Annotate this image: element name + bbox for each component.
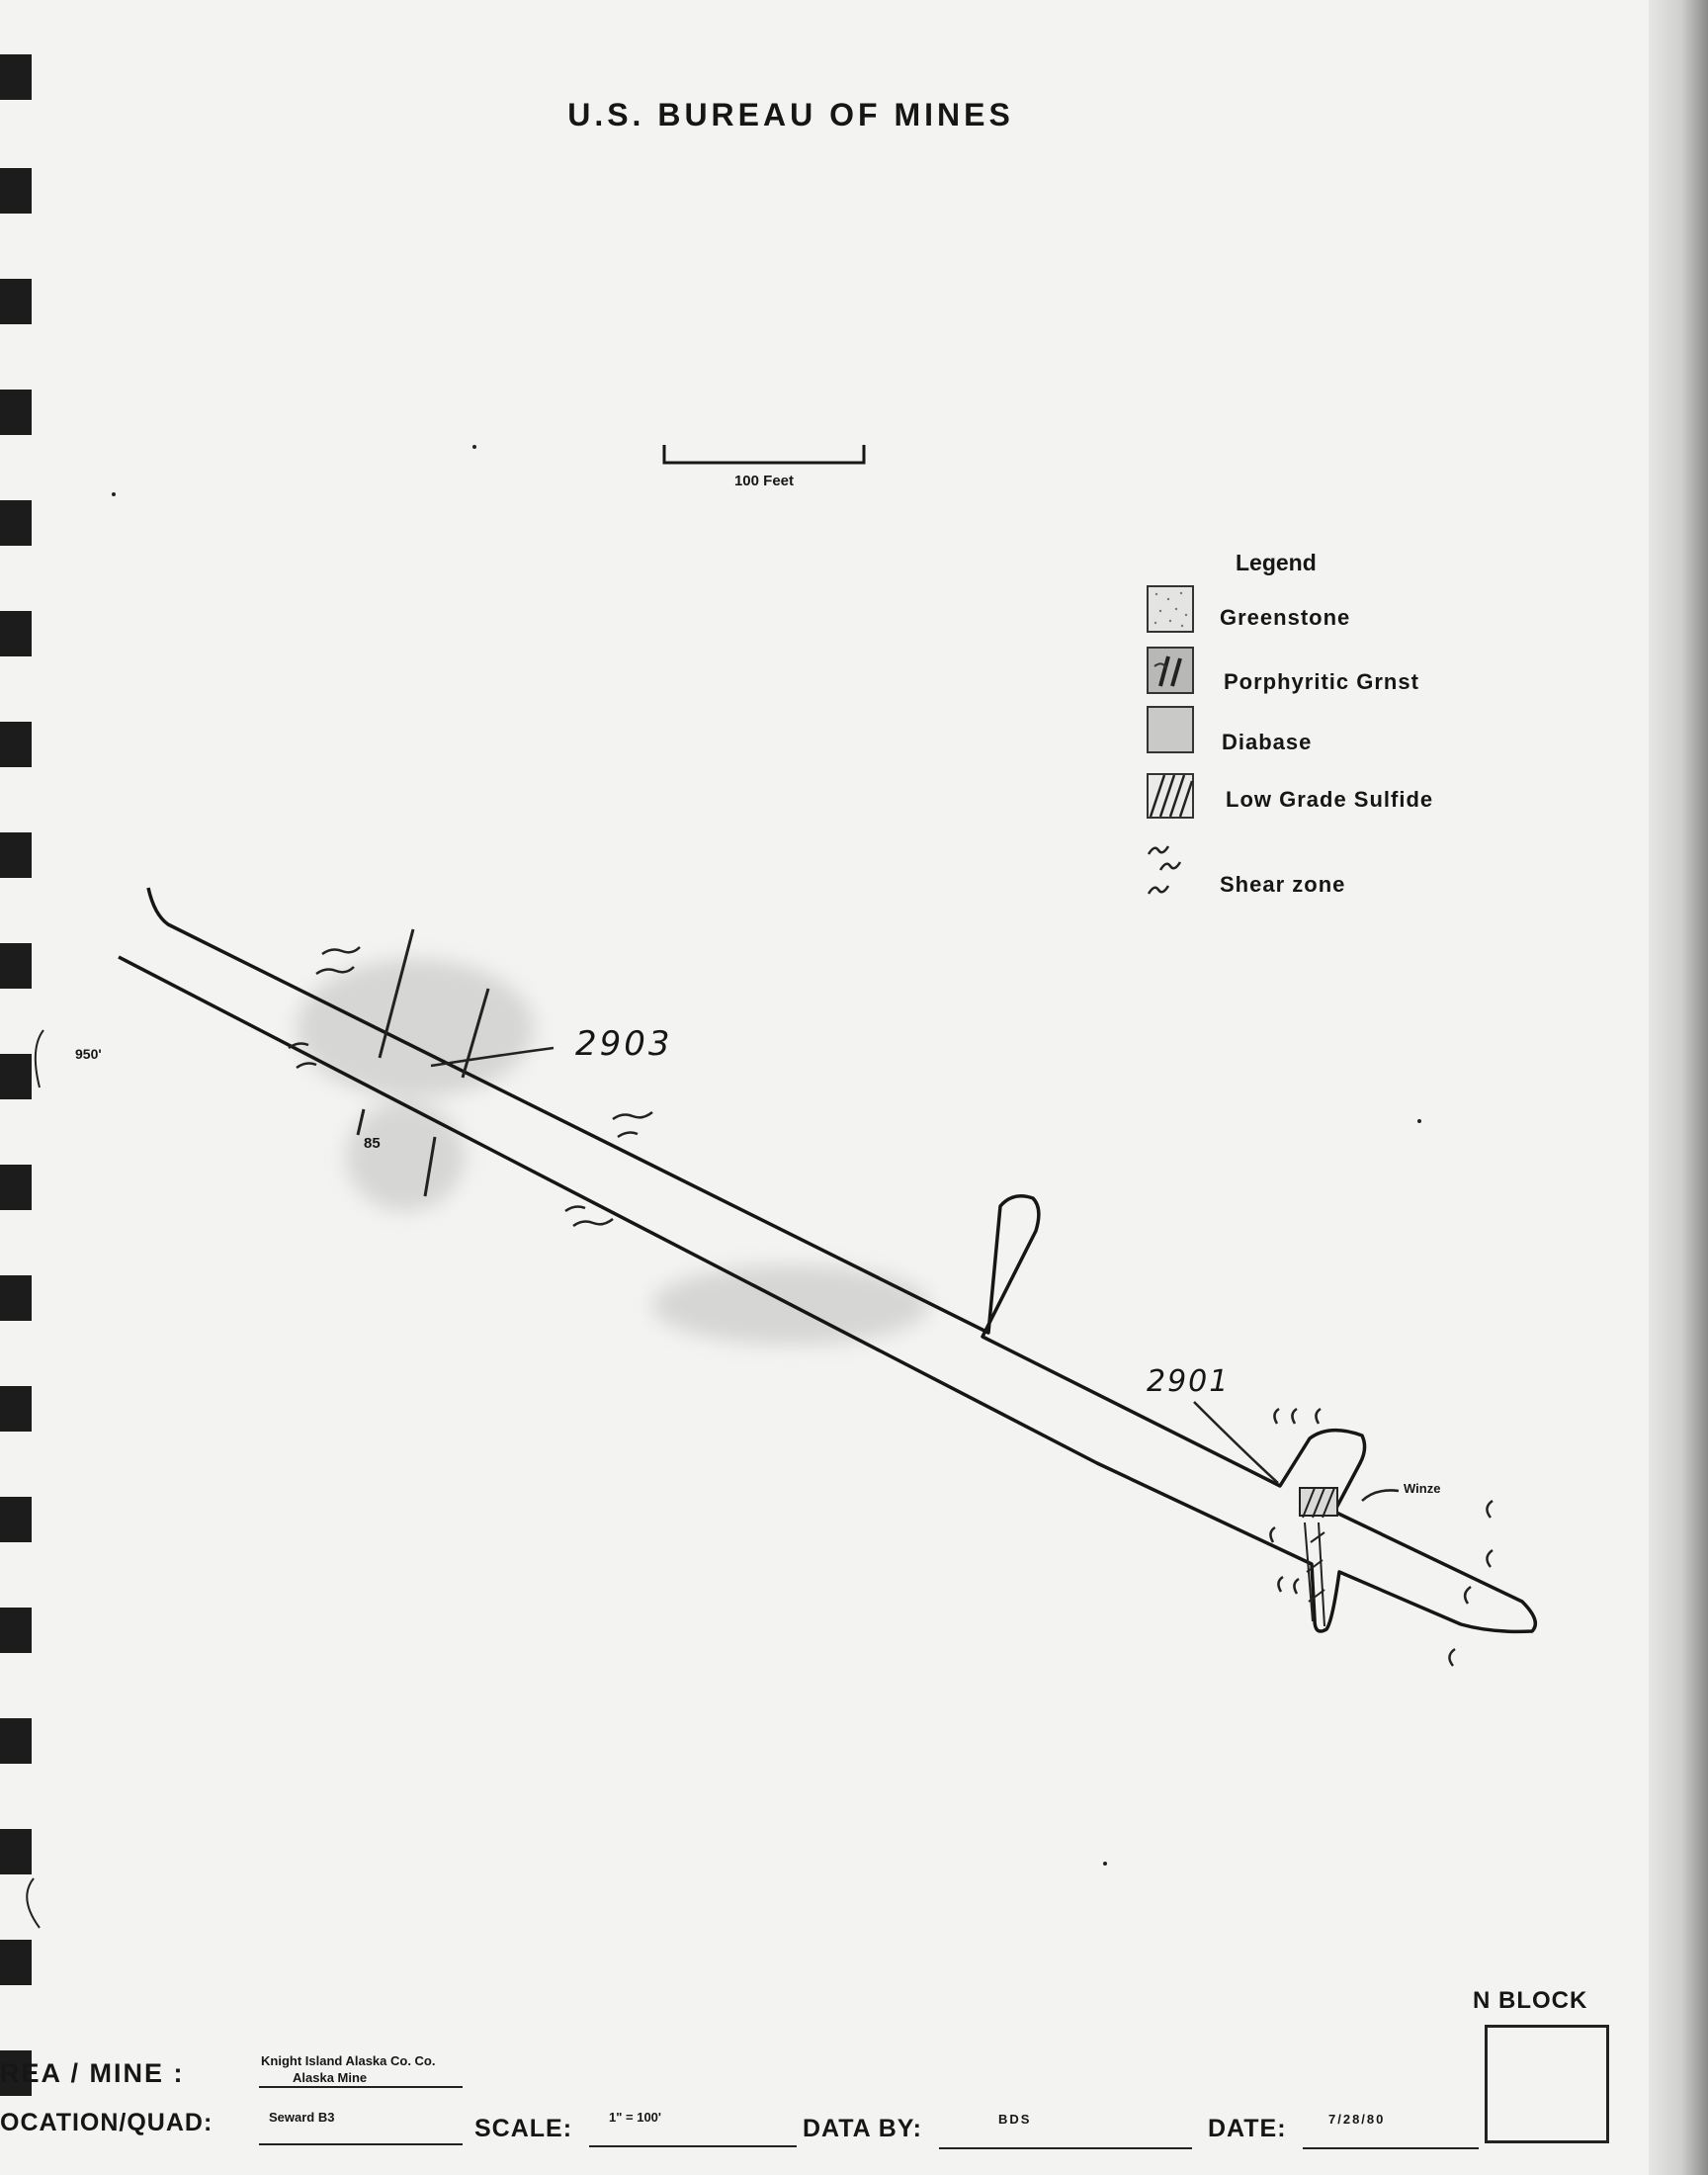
dip-label: 85	[364, 1135, 381, 1152]
location-underline	[259, 2143, 463, 2145]
scale-label: SCALE:	[474, 2115, 573, 2142]
scale-value: 1" = 100'	[609, 2110, 661, 2125]
legend-label-porphyritic: Porphyritic Grnst	[1224, 669, 1419, 694]
legend-title: Legend	[1236, 550, 1317, 575]
legend-label-diabase: Diabase	[1222, 730, 1313, 754]
location-value: Seward B3	[269, 2110, 335, 2125]
area-mine-label: REA / MINE :	[0, 2058, 185, 2088]
legend-label-greenstone: Greenstone	[1220, 605, 1351, 630]
data-by-value: BDS	[998, 2112, 1032, 2127]
n-block-label: N BLOCK	[1473, 1987, 1588, 2014]
shading-zone	[346, 1102, 465, 1211]
legend-label-shear-zone: Shear zone	[1220, 872, 1346, 897]
date-underline	[1303, 2147, 1479, 2149]
area-mine-underline	[259, 2086, 463, 2088]
data-by-underline	[939, 2147, 1192, 2149]
page-title: U.S. BUREAU OF MINES	[567, 97, 1014, 132]
winze-label: Winze	[1404, 1481, 1441, 1496]
margin-mark	[27, 1878, 40, 1928]
area-mine-value: Knight Island Alaska Co. Co.	[261, 2053, 436, 2068]
sample-label-2901: 2901	[1147, 1364, 1231, 1399]
date-value: 7/28/80	[1328, 2112, 1386, 2127]
scale-bar-label: 100 Feet	[733, 473, 795, 489]
data-by-label: DATA BY:	[803, 2115, 922, 2142]
elevation-label: 950'	[75, 1046, 102, 1062]
n-block-box	[1485, 2025, 1609, 2143]
sulfide-zone	[1300, 1488, 1337, 1626]
area-mine-value-line2: Alaska Mine	[293, 2070, 368, 2085]
winze-leader	[1362, 1490, 1399, 1501]
legend-label-low-grade-sulfide: Low Grade Sulfide	[1226, 787, 1434, 812]
location-label: OCATION/QUAD:	[0, 2109, 214, 2136]
date-label: DATE:	[1208, 2115, 1287, 2142]
sample-label-2903: 2903	[575, 1024, 673, 1064]
scale-underline	[589, 2145, 797, 2147]
elevation-bracket	[36, 1030, 43, 1088]
sample-2901-leader	[1194, 1402, 1278, 1483]
shading-zone	[297, 959, 534, 1097]
